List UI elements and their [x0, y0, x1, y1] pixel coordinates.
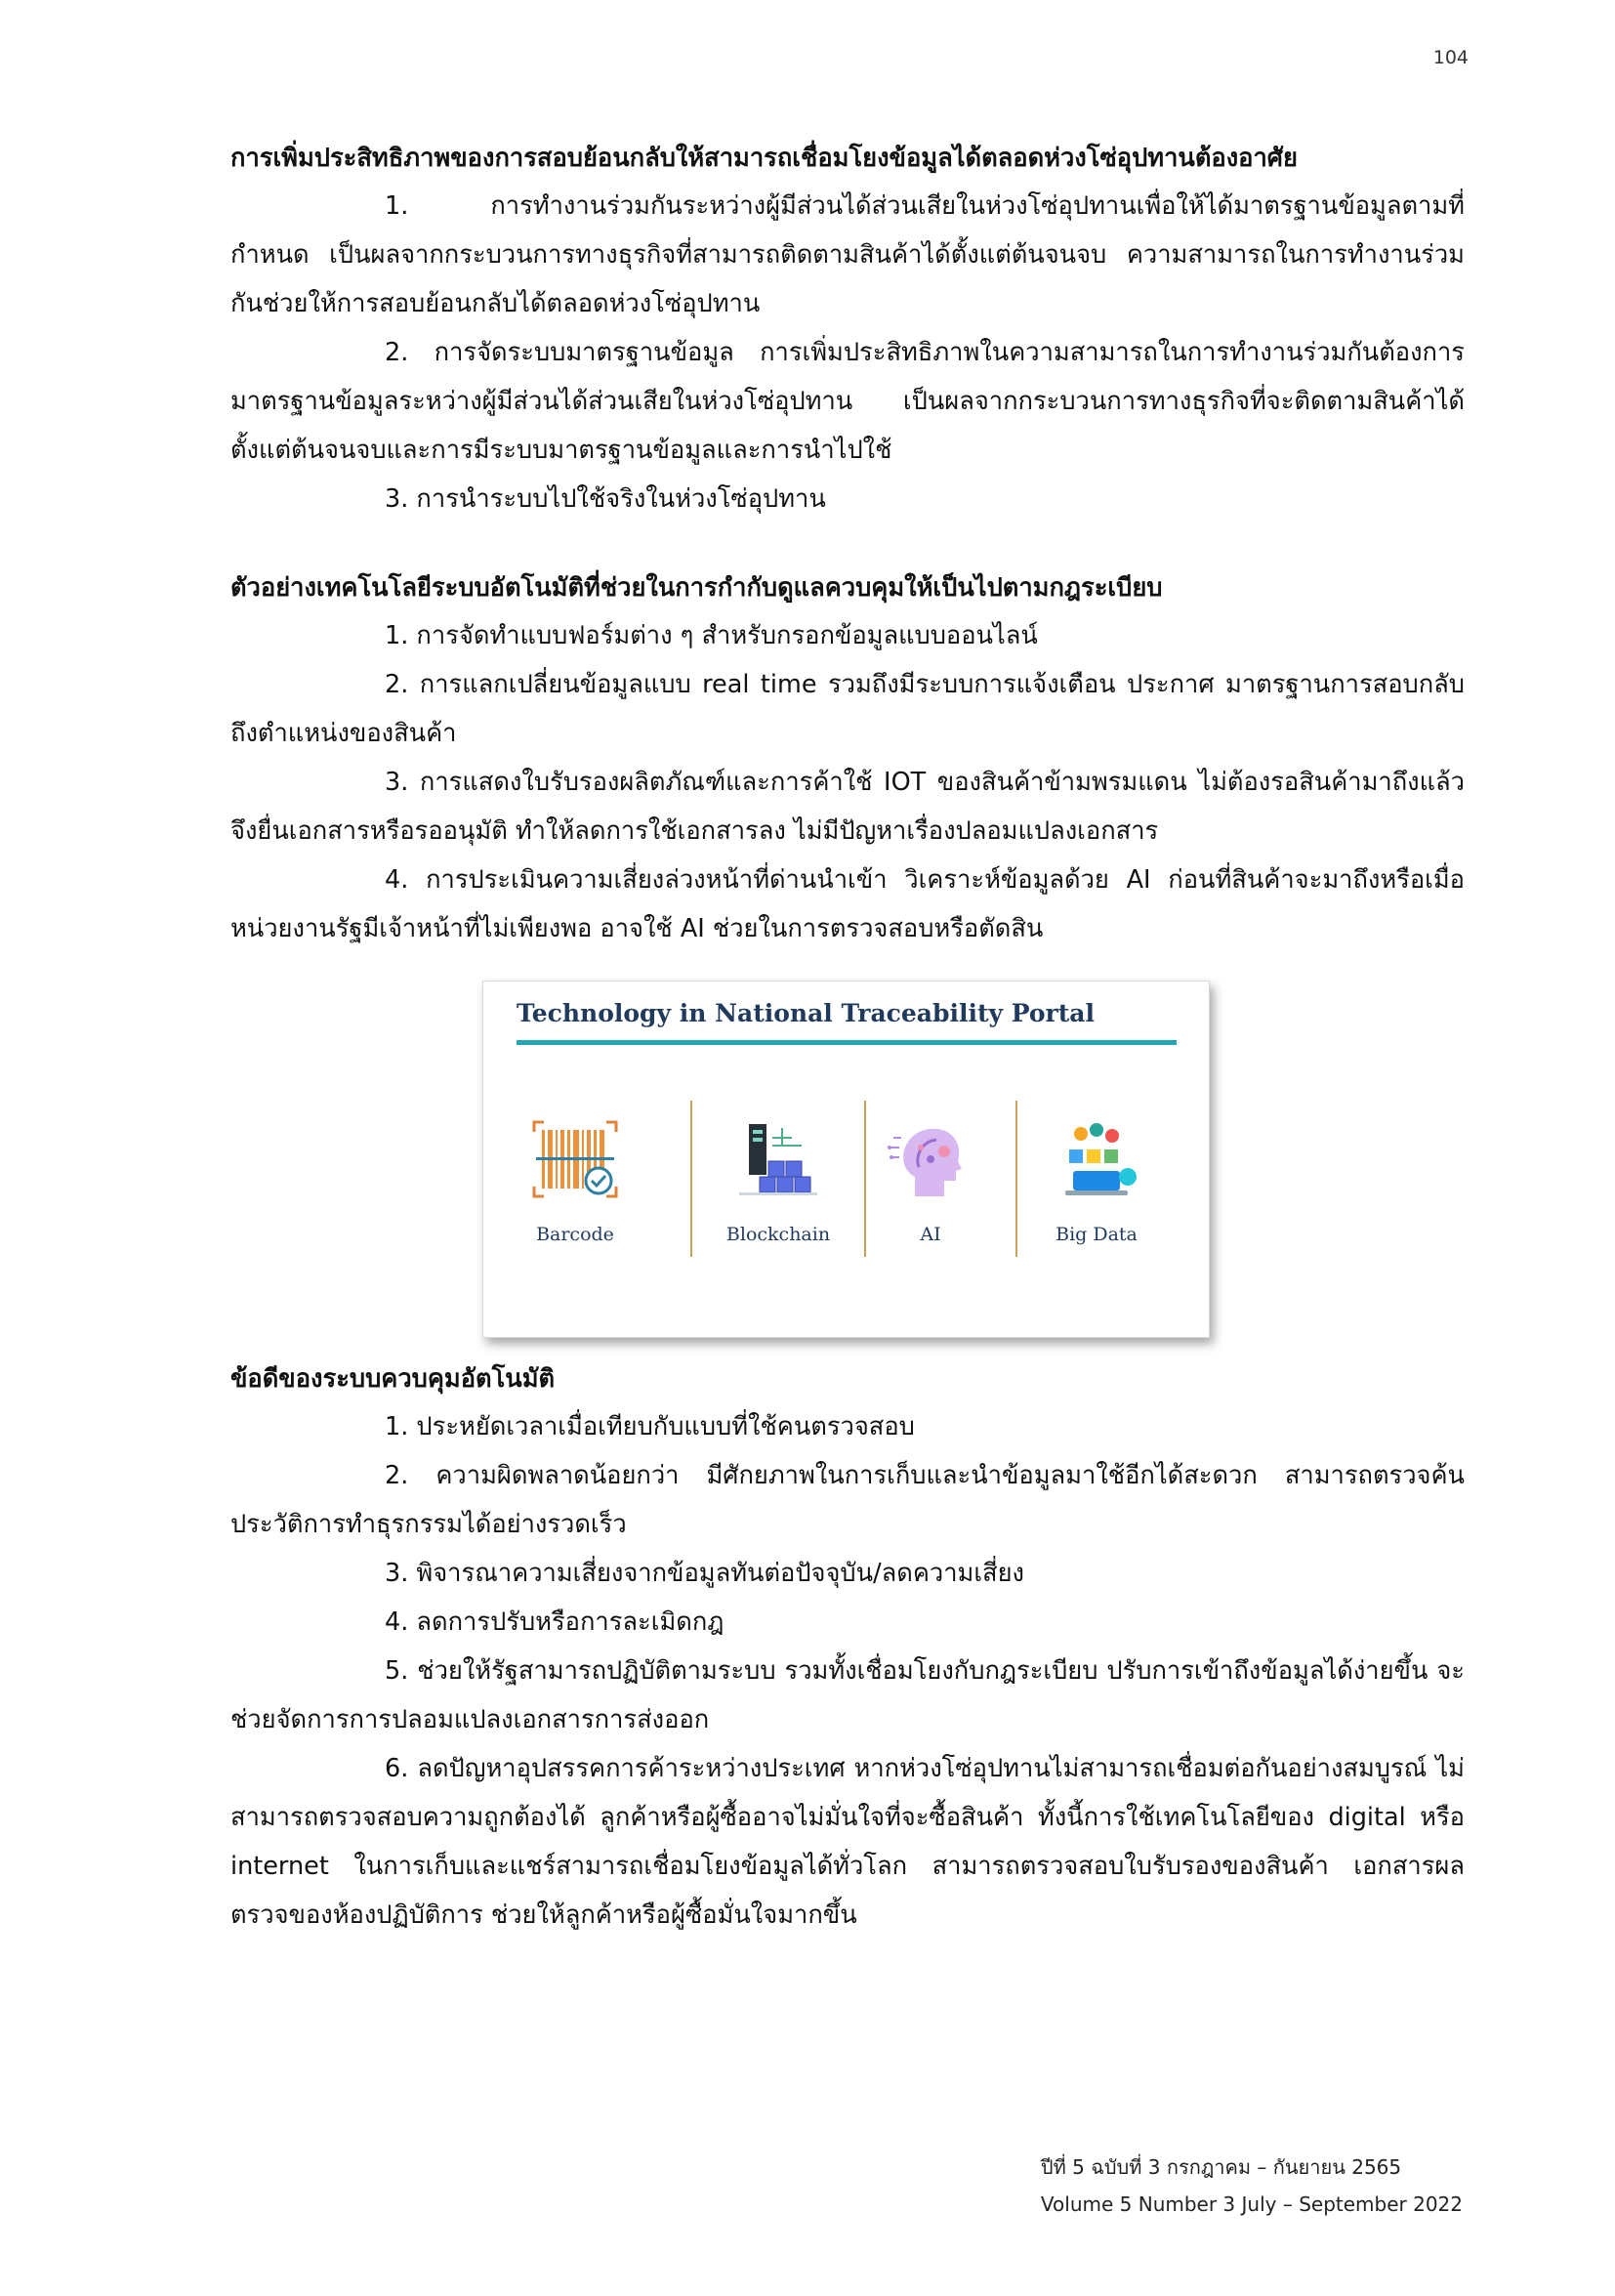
figure-wrapper — [230, 981, 1465, 1356]
page-number: 104 — [1432, 47, 1469, 68]
footer-issue-thai: ปีที่ 5 ฉบับที่ 3 กรกฎาคม – กันยายน 2565 — [1040, 2155, 1402, 2179]
figure-title: Technology in National Traceability Portal — [517, 999, 1095, 1027]
list-item: 1. การจัดทำแบบฟอร์มต่าง ๆ สำหรับกรอกข้อมูลแบบออนไลน์ — [385, 621, 1038, 650]
barcode-icon — [507, 1118, 643, 1200]
list-item: 4. การประเมินความเสี่ยงล่วงหน้าที่ด่านนำเข้า วิเคราะห์ข้อมูลด้วย AI ก่อนที่สินค้าจะมาถึงหรือเมื่อหน่วยงานรัฐมีเจ้าหน้าที่ไม่เพียงพอ อาจใช้ AI ช่วยในการตรวจสอบหรือตัดสิน — [230, 865, 1465, 943]
page-footer — [1041, 2149, 1463, 2223]
list-item: 2. การแลกเปลี่ยนข้อมูลแบบ real time รวมถึงมีระบบการแจ้งเตือน ประกาศ มาตรฐานการสอบกลับถึงตำแหน่งของสินค้า — [230, 670, 1465, 748]
section-title: ข้อดีของระบบควบคุมอัตโนมัติ — [230, 1364, 556, 1394]
figure-title-rule — [517, 1040, 1177, 1045]
ai-head-icon — [862, 1118, 999, 1200]
big-data-icon — [1028, 1118, 1165, 1200]
list-item: 2. ความผิดพลาดน้อยกว่า มีศักยภาพในการเก็บและนำข้อมูลมาใช้อีกได้สะดวก สามารถตรวจค้นประวัติการทำธุรกรรมได้อย่างรวดเร็ว — [230, 1461, 1465, 1539]
tech-label: Big Data — [1056, 1224, 1138, 1245]
section-title: ตัวอย่างเทคโนโลยีระบบอัตโนมัติที่ช่วยในการกำกับดูแลควบคุมให้เป็นไปตามกฎระเบียบ — [230, 573, 1163, 603]
tech-ai — [862, 1118, 999, 1245]
tech-label: Blockchain — [725, 1224, 831, 1245]
list-item: 2. การจัดระบบมาตรฐานข้อมูล การเพิ่มประสิทธิภาพในความสามารถในการทำงานร่วมกันต้องการมาตรฐานข้อมูลระหว่างผู้มีส่วนได้ส่วนเสียในห่วงโซ่อุปทาน เป็นผลจากกระบวนการทางธุรกิจที่จะติดตามสินค้าได้ตั้งแต่ต้นจนจบและการมีระบบมาตรฐานข้อมูลและการนำไปใช้ — [230, 338, 1465, 465]
tech-big-data — [1028, 1118, 1165, 1245]
list-item: 1. ประหยัดเวลาเมื่อเทียบกับแบบที่ใช้คนตรวจสอบ — [385, 1412, 915, 1441]
list-item: 5. ช่วยให้รัฐสามารถปฏิบัติตามระบบ รวมทั้งเชื่อมโยงกับกฎระเบียบ ปรับการเข้าถึงข้อมูลได้ง่ายขึ้น จะช่วยจัดการการปลอมแปลงเอกสารการส่งออก — [230, 1656, 1465, 1734]
list-item: 3. พิจารณาความเสี่ยงจากข้อมูลทันต่อปัจจุบัน/ลดความเสี่ยง — [385, 1559, 1024, 1588]
figure-divider — [1015, 1101, 1017, 1257]
technology-figure — [482, 981, 1210, 1338]
tech-barcode — [507, 1118, 643, 1245]
list-item: 6. ลดปัญหาอุปสรรคการค้าระหว่างประเทศ หากห่วงโซ่อุปทานไม่สามารถเชื่อมต่อกันอย่างสมบูรณ์ ไม่สามารถตรวจสอบความถูกต้องได้ ลูกค้าหรือผู้ซื้ออาจไม่มั่นใจที่จะซื้อสินค้า ทั้งนี้การใช้เทคโนโลยีของ digital หรือ internet ในการเก็บและแชร์สามารถเชื่อมโยงข้อมูลได้ทั่วโลก สามารถตรวจสอบใบรับรองของสินค้า เอกสารผลตรวจของห้องปฏิบัติการ ช่วยให้ลูกค้าหรือผู้ซื้อมั่นใจมากขึ้น — [230, 1754, 1465, 1930]
figure-divider — [690, 1101, 692, 1257]
list-item: 3. การนำระบบไปใช้จริงในห่วงโซ่อุปทาน — [385, 484, 826, 514]
tech-blockchain — [710, 1118, 847, 1245]
list-item: 3. การแสดงใบรับรองผลิตภัณฑ์และการค้าใช้ IOT ของสินค้าข้ามพรมแดน ไม่ต้องรอสินค้ามาถึงแล้วจึงยื่นเอกสารหรือรออนุมัติ ทำให้ลดการใช้เอกสารลง ไม่มีปัญหาเรื่องปลอมแปลงเอกสาร — [230, 768, 1465, 846]
blockchain-icon — [710, 1118, 847, 1200]
page-content — [230, 135, 1465, 1940]
tech-label: AI — [920, 1224, 941, 1245]
section-title: การเพิ่มประสิทธิภาพของการสอบย้อนกลับให้สามารถเชื่อมโยงข้อมูลได้ตลอดห่วงโซ่อุปทานต้องอาศัย — [230, 144, 1298, 173]
list-item: 4. ลดการปรับหรือการละเมิดกฎ — [385, 1607, 725, 1637]
list-item: 1. การทำงานร่วมกันระหว่างผู้มีส่วนได้ส่วนเสียในห่วงโซ่อุปทานเพื่อให้ได้มาตรฐานข้อมูลตามที่กำหนด เป็นผลจากกระบวนการทางธุรกิจที่สามารถติดตามสินค้าได้ตั้งแต่ต้นจนจบ ความสามารถในการทำงานร่วมกันช่วยให้การสอบย้อนกลับได้ตลอดห่วงโซ่อุปทาน — [230, 191, 1465, 318]
footer-issue-english: Volume 5 Number 3 July – September 2022 — [1040, 2192, 1463, 2216]
tech-label: Barcode — [536, 1224, 614, 1245]
